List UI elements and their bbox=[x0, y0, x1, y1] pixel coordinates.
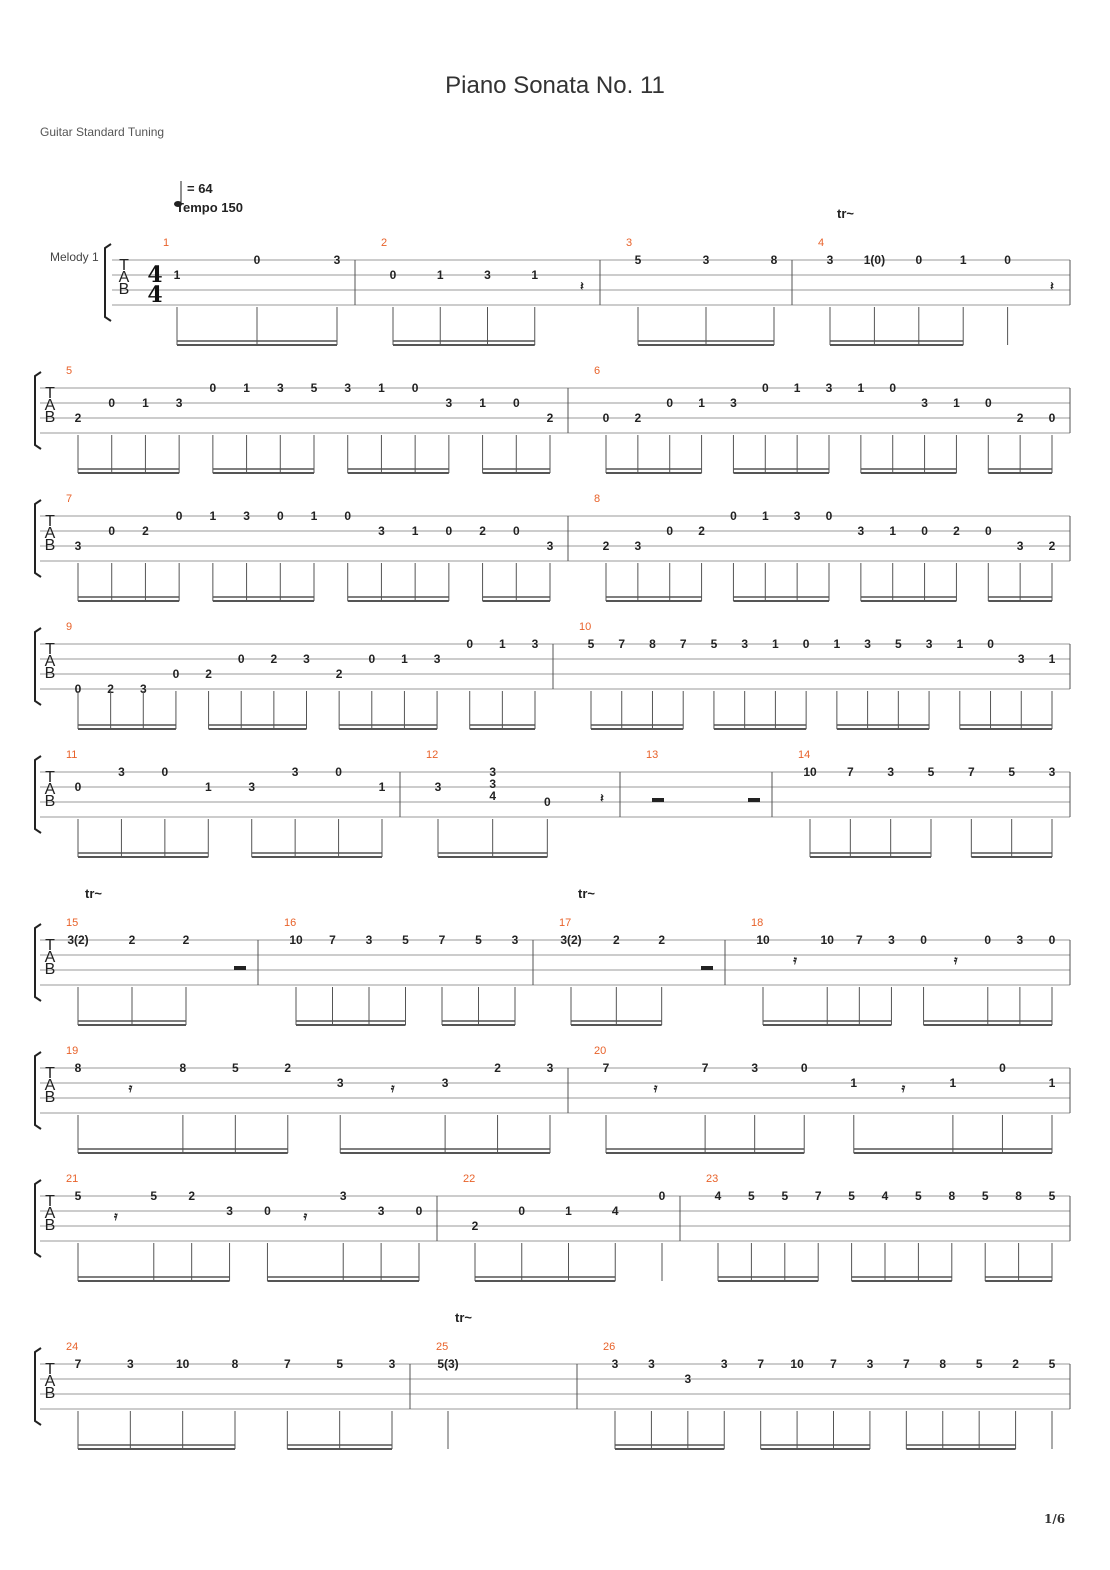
fret-number: 5 bbox=[310, 381, 318, 395]
fret-number: 0 bbox=[921, 524, 928, 538]
measure-number: 26 bbox=[603, 1341, 616, 1353]
fret-number: 3 bbox=[243, 509, 250, 523]
measure-number: 23 bbox=[706, 1173, 719, 1185]
fret-number: 3 bbox=[546, 1061, 554, 1075]
tab-clef-letter: T bbox=[45, 641, 55, 658]
sixteenth-rest: 𝄿 bbox=[953, 953, 958, 967]
fret-number: 4 bbox=[489, 789, 497, 803]
tab-clef-letter: A bbox=[44, 781, 56, 798]
fret-number: 2 bbox=[546, 411, 554, 425]
fret-number: 0 bbox=[602, 411, 610, 425]
fret-number: 3(2) bbox=[560, 933, 582, 947]
fret-number: 3 bbox=[226, 1204, 233, 1218]
fret-number: 1 bbox=[565, 1204, 572, 1218]
fret-number: 4 bbox=[881, 1189, 889, 1203]
measure-number: 7 bbox=[66, 493, 73, 505]
fret-number: 8 bbox=[770, 253, 778, 267]
fret-number: 7 bbox=[618, 637, 626, 651]
trill-marking: tr~ bbox=[455, 1310, 472, 1325]
measure-number: 16 bbox=[284, 917, 297, 929]
fret-number: 2 bbox=[471, 1219, 479, 1233]
sixteenth-rest: 𝄿 bbox=[128, 1081, 133, 1095]
fret-number: 1 bbox=[833, 637, 841, 651]
fret-number: 7 bbox=[701, 1061, 709, 1075]
fret-number: 2 bbox=[335, 667, 343, 681]
fret-number: 5 bbox=[848, 1189, 855, 1203]
fret-number: 3 bbox=[866, 1357, 874, 1371]
measure-number: 6 bbox=[594, 365, 601, 377]
fret-number: 8 bbox=[74, 1061, 82, 1075]
fret-number: 1 bbox=[949, 1076, 957, 1090]
tab-clef-letter: B bbox=[44, 793, 56, 810]
fret-number: 8 bbox=[1015, 1189, 1022, 1203]
fret-number: 2 bbox=[128, 933, 136, 947]
fret-number: 3 bbox=[857, 524, 865, 538]
fret-number: 0 bbox=[237, 652, 245, 666]
fret-number: 3 bbox=[634, 539, 642, 553]
quarter-rest: 𝄽 bbox=[580, 279, 584, 293]
fret-number: 5 bbox=[1048, 1189, 1056, 1203]
time-signature-bottom: 4 bbox=[147, 282, 163, 308]
fret-number: 10 bbox=[790, 1357, 804, 1371]
fret-number: 7 bbox=[830, 1357, 837, 1371]
fret-number: 7 bbox=[283, 1357, 291, 1371]
fret-number: 0 bbox=[1048, 411, 1056, 425]
sixteenth-rest: 𝄿 bbox=[303, 1209, 308, 1223]
fret-number: 0 bbox=[175, 509, 183, 523]
fret-number: 3 bbox=[511, 933, 519, 947]
fret-number: 3 bbox=[741, 637, 749, 651]
fret-number: 8 bbox=[649, 637, 656, 651]
tab-clef-letter: T bbox=[119, 257, 129, 274]
fret-number: 5 bbox=[336, 1357, 344, 1371]
measure-number: 10 bbox=[579, 621, 592, 633]
fret-number: 0 bbox=[172, 667, 180, 681]
fret-number: 5(3) bbox=[437, 1357, 459, 1371]
fret-number: 5 bbox=[587, 637, 595, 651]
fret-number: 2 bbox=[698, 524, 705, 538]
sixteenth-rest: 𝄿 bbox=[114, 1209, 118, 1223]
system-bracket bbox=[35, 628, 41, 705]
fret-number: 7 bbox=[757, 1357, 765, 1371]
fret-number: 0 bbox=[253, 253, 261, 267]
tab-clef-letter: A bbox=[44, 1205, 56, 1222]
fret-number: 0 bbox=[984, 524, 992, 538]
fret-number: 3 bbox=[684, 1372, 692, 1386]
measure-number: 4 bbox=[818, 237, 825, 249]
fret-number: 1 bbox=[436, 268, 444, 282]
fret-number: 3 bbox=[611, 1357, 619, 1371]
fret-number: 0 bbox=[1048, 933, 1056, 947]
tab-clef-letter: A bbox=[44, 525, 56, 542]
fret-number: 1 bbox=[889, 524, 897, 538]
system-bracket bbox=[35, 1180, 41, 1257]
tab-clef-letter: T bbox=[45, 513, 55, 530]
half-rest bbox=[652, 798, 664, 802]
fret-number: 1 bbox=[378, 780, 386, 794]
tab-clef-letter: T bbox=[45, 1065, 55, 1082]
fret-number: 3 bbox=[1016, 933, 1024, 947]
fret-number: 3 bbox=[1048, 765, 1056, 779]
fret-number: 3 bbox=[720, 1357, 728, 1371]
fret-number: 3 bbox=[531, 637, 539, 651]
tab-clef-letter: A bbox=[44, 1373, 56, 1390]
measure-number: 21 bbox=[66, 1173, 79, 1185]
fret-number: 0 bbox=[74, 682, 82, 696]
fret-number: 2 bbox=[74, 411, 82, 425]
fret-number: 0 bbox=[802, 637, 810, 651]
fret-number: 1 bbox=[479, 396, 486, 410]
fret-number: 1 bbox=[793, 381, 801, 395]
tab-clef-letter: A bbox=[44, 1077, 56, 1094]
fret-number: 3 bbox=[648, 1357, 655, 1371]
fret-number: 3 bbox=[484, 268, 491, 282]
fret-number: 0 bbox=[999, 1061, 1006, 1075]
fret-number: 3 bbox=[291, 765, 299, 779]
measure-number: 5 bbox=[66, 365, 73, 377]
fret-number: 3 bbox=[336, 1076, 344, 1090]
fret-number: 1 bbox=[209, 509, 217, 523]
fret-number: 0 bbox=[512, 396, 520, 410]
fret-number: 2 bbox=[188, 1189, 196, 1203]
fret-number: 3 bbox=[126, 1357, 134, 1371]
trill-marking: tr~ bbox=[837, 206, 854, 221]
sixteenth-rest: 𝄿 bbox=[390, 1081, 395, 1095]
tab-clef-letter: B bbox=[44, 961, 56, 978]
measure-number: 22 bbox=[463, 1173, 476, 1185]
trill-marking: tr~ bbox=[578, 886, 595, 901]
fret-number: 0 bbox=[984, 933, 992, 947]
fret-number: 0 bbox=[209, 381, 217, 395]
fret-number: 5 bbox=[231, 1061, 239, 1075]
fret-number: 5 bbox=[1048, 1357, 1056, 1371]
measure-number: 3 bbox=[626, 237, 633, 249]
fret-number: 2 bbox=[182, 933, 190, 947]
fret-number: 2 bbox=[107, 682, 114, 696]
fret-number: 7 bbox=[902, 1357, 910, 1371]
fret-number: 7 bbox=[329, 933, 336, 947]
fret-number: 3 bbox=[433, 652, 441, 666]
fret-number: 0 bbox=[108, 524, 116, 538]
tab-clef-letter: B bbox=[44, 409, 56, 426]
fret-number: 3 bbox=[175, 396, 183, 410]
measure-number: 18 bbox=[751, 917, 764, 929]
fret-number: 7 bbox=[602, 1061, 610, 1075]
fret-number: 3 bbox=[1017, 652, 1025, 666]
fret-number: 1 bbox=[173, 268, 181, 282]
fret-number: 5 bbox=[150, 1189, 158, 1203]
fret-number: 7 bbox=[74, 1357, 82, 1371]
fret-number: 4 bbox=[611, 1204, 619, 1218]
fret-number: 2 bbox=[205, 667, 212, 681]
fret-number: 0 bbox=[730, 509, 737, 523]
fret-number: 0 bbox=[800, 1061, 808, 1075]
tab-clef-letter: T bbox=[45, 769, 55, 786]
half-rest bbox=[234, 966, 246, 970]
fret-number: 0 bbox=[987, 637, 994, 651]
fret-number: 3 bbox=[248, 780, 256, 794]
fret-number: 1 bbox=[953, 396, 960, 410]
fret-number: 7 bbox=[438, 933, 446, 947]
fret-number: 2 bbox=[479, 524, 486, 538]
fret-number: 3 bbox=[793, 509, 801, 523]
fret-number: 5 bbox=[915, 1189, 922, 1203]
tab-clef-letter: T bbox=[45, 385, 55, 402]
fret-number: 1 bbox=[1048, 652, 1056, 666]
fret-number: 0 bbox=[984, 396, 992, 410]
fret-number: 1 bbox=[772, 637, 779, 651]
system-bracket bbox=[35, 500, 41, 577]
tab-clef-letter: B bbox=[44, 1217, 56, 1234]
fret-number: 5 bbox=[475, 933, 482, 947]
measure-number: 25 bbox=[436, 1341, 449, 1353]
tab-clef-letter: B bbox=[118, 281, 130, 298]
system-bracket bbox=[35, 1052, 41, 1129]
fret-number: 3 bbox=[730, 396, 737, 410]
measure-number: 8 bbox=[594, 493, 601, 505]
fret-number: 0 bbox=[108, 396, 116, 410]
fret-number: 2 bbox=[270, 652, 278, 666]
measure-number: 9 bbox=[66, 621, 73, 633]
fret-number: 0 bbox=[389, 268, 397, 282]
sixteenth-rest: 𝄿 bbox=[793, 953, 797, 967]
tab-clef-letter: T bbox=[45, 937, 55, 954]
fret-number: 0 bbox=[915, 253, 923, 267]
fret-number: 1 bbox=[959, 253, 967, 267]
fret-number: 1 bbox=[531, 268, 539, 282]
fret-number: 0 bbox=[658, 1189, 666, 1203]
fret-number: 1(0) bbox=[863, 253, 886, 267]
measure-number: 14 bbox=[798, 749, 811, 761]
fret-number: 3 bbox=[441, 1076, 449, 1090]
fret-number: 0 bbox=[411, 381, 419, 395]
fret-number: 7 bbox=[814, 1189, 822, 1203]
fret-number: 3 bbox=[377, 1204, 385, 1218]
fret-number: 5 bbox=[748, 1189, 755, 1203]
page-number: 1/6 bbox=[1044, 1512, 1066, 1526]
fret-number: 0 bbox=[543, 795, 551, 809]
system-bracket bbox=[35, 372, 41, 449]
fret-number: 3 bbox=[864, 637, 871, 651]
fret-number: 0 bbox=[276, 509, 284, 523]
fret-number: 1 bbox=[243, 381, 250, 395]
tempo-value: = 64 bbox=[187, 181, 213, 196]
fret-number: 0 bbox=[415, 1204, 423, 1218]
sixteenth-rest: 𝄿 bbox=[901, 1081, 906, 1095]
fret-number: 5 bbox=[781, 1189, 789, 1203]
tab-clef-letter: B bbox=[44, 665, 56, 682]
fret-number: 2 bbox=[1016, 411, 1024, 425]
fret-number: 4 bbox=[714, 1189, 722, 1203]
fret-number: 0 bbox=[666, 524, 674, 538]
fret-number: 3 bbox=[378, 524, 385, 538]
measure-number: 20 bbox=[594, 1045, 607, 1057]
fret-number: 3 bbox=[445, 396, 453, 410]
fret-number: 8 bbox=[948, 1189, 956, 1203]
fret-number: 1 bbox=[310, 509, 318, 523]
fret-number: 3 bbox=[276, 381, 284, 395]
fret-number: 2 bbox=[494, 1061, 501, 1075]
fret-number: 1 bbox=[378, 381, 385, 395]
fret-number: 7 bbox=[846, 765, 854, 779]
fret-number: 5 bbox=[634, 253, 642, 267]
fret-number: 2 bbox=[142, 524, 149, 538]
fret-number: 0 bbox=[518, 1204, 526, 1218]
fret-number: 3 bbox=[339, 1189, 347, 1203]
fret-number: 2 bbox=[658, 933, 666, 947]
measure-number: 17 bbox=[559, 917, 572, 929]
fret-number: 0 bbox=[264, 1204, 271, 1218]
fret-number: 0 bbox=[889, 381, 897, 395]
fret-number: 3 bbox=[434, 780, 442, 794]
tab-clef-letter: B bbox=[44, 1089, 56, 1106]
quarter-rest: 𝄽 bbox=[1050, 279, 1054, 293]
fret-number: 3 bbox=[118, 765, 125, 779]
fret-number: 8 bbox=[179, 1061, 187, 1075]
fret-number: 3 bbox=[1016, 539, 1024, 553]
fret-number: 3 bbox=[388, 1357, 396, 1371]
fret-number: 0 bbox=[335, 765, 342, 779]
fret-number: 1 bbox=[698, 396, 705, 410]
track-label: Melody 1 bbox=[50, 250, 99, 264]
fret-number: 0 bbox=[666, 396, 674, 410]
fret-number: 3 bbox=[139, 682, 147, 696]
fret-number: 0 bbox=[1004, 253, 1011, 267]
fret-number: 10 bbox=[289, 933, 303, 947]
fret-number: 8 bbox=[939, 1357, 947, 1371]
fret-number: 1 bbox=[142, 396, 149, 410]
fret-number: 0 bbox=[161, 765, 169, 779]
measure-number: 1 bbox=[163, 237, 170, 249]
tab-clef-letter: B bbox=[44, 1385, 56, 1402]
fret-number: 3 bbox=[887, 765, 895, 779]
system-bracket bbox=[35, 756, 41, 833]
score-title: Piano Sonata No. 11 bbox=[445, 72, 665, 99]
fret-number: 1 bbox=[1048, 1076, 1056, 1090]
fret-number: 3 bbox=[702, 253, 710, 267]
tab-clef-letter: A bbox=[118, 269, 130, 286]
fret-number: 3 bbox=[333, 253, 341, 267]
fret-number: 5 bbox=[981, 1189, 989, 1203]
fret-number: 5 bbox=[927, 765, 935, 779]
fret-number: 3 bbox=[365, 933, 373, 947]
measure-number: 24 bbox=[66, 1341, 79, 1353]
fret-number: 0 bbox=[466, 637, 474, 651]
fret-number: 0 bbox=[512, 524, 520, 538]
fret-number: 1 bbox=[761, 509, 769, 523]
measure-number: 11 bbox=[66, 749, 78, 761]
fret-number: 2 bbox=[612, 933, 620, 947]
system-bracket bbox=[35, 924, 41, 1001]
fret-number: 10 bbox=[175, 1357, 190, 1371]
measure-number: 19 bbox=[66, 1045, 79, 1057]
tab-clef-letter: A bbox=[44, 397, 56, 414]
fret-number: 0 bbox=[445, 524, 453, 538]
fret-number: 2 bbox=[953, 524, 960, 538]
fret-number: 10 bbox=[803, 765, 817, 779]
fret-number: 3 bbox=[888, 933, 895, 947]
fret-number: 7 bbox=[855, 933, 863, 947]
measure-number: 2 bbox=[381, 237, 388, 249]
fret-number: 10 bbox=[820, 933, 834, 947]
fret-number: 0 bbox=[74, 780, 82, 794]
fret-number: 3(2) bbox=[67, 933, 89, 947]
fret-number: 3 bbox=[751, 1061, 759, 1075]
fret-number: 2 bbox=[634, 411, 642, 425]
system-bracket bbox=[105, 244, 111, 321]
fret-number: 3 bbox=[826, 253, 834, 267]
fret-number: 0 bbox=[344, 509, 352, 523]
measure-number: 12 bbox=[426, 749, 439, 761]
fret-number: 5 bbox=[74, 1189, 82, 1203]
tab-clef-letter: A bbox=[44, 653, 56, 670]
tab-clef-letter: B bbox=[44, 537, 56, 554]
fret-number: 1 bbox=[204, 780, 212, 794]
fret-number: 2 bbox=[1048, 539, 1056, 553]
fret-number: 0 bbox=[920, 933, 927, 947]
fret-number: 5 bbox=[894, 637, 902, 651]
tempo-label: Tempo 150 bbox=[176, 200, 243, 215]
fret-number: 7 bbox=[967, 765, 975, 779]
fret-number: 3 bbox=[489, 765, 497, 779]
fret-number: 1 bbox=[401, 652, 408, 666]
fret-number: 3 bbox=[344, 381, 352, 395]
tuning-label: Guitar Standard Tuning bbox=[40, 125, 165, 139]
trill-marking: tr~ bbox=[85, 886, 102, 901]
fret-number: 2 bbox=[284, 1061, 292, 1075]
fret-number: 5 bbox=[975, 1357, 983, 1371]
fret-number: 10 bbox=[756, 933, 770, 947]
fret-number: 1 bbox=[857, 381, 865, 395]
half-rest bbox=[701, 966, 713, 970]
fret-number: 3 bbox=[303, 652, 310, 666]
tab-clef-letter: T bbox=[45, 1193, 55, 1210]
fret-number: 0 bbox=[825, 509, 833, 523]
fret-number: 5 bbox=[1008, 765, 1016, 779]
measure-number: 13 bbox=[646, 749, 659, 761]
fret-number: 2 bbox=[1012, 1357, 1019, 1371]
fret-number: 2 bbox=[602, 539, 610, 553]
tab-clef-letter: A bbox=[44, 949, 56, 966]
fret-number: 8 bbox=[231, 1357, 239, 1371]
system-bracket bbox=[35, 1348, 41, 1425]
fret-number: 1 bbox=[956, 637, 964, 651]
fret-number: 3 bbox=[546, 539, 554, 553]
measure-number: 15 bbox=[66, 917, 79, 929]
time-signature-top: 4 bbox=[147, 262, 163, 288]
fret-number: 0 bbox=[368, 652, 376, 666]
fret-number: 0 bbox=[761, 381, 769, 395]
quarter-rest: 𝄽 bbox=[600, 791, 604, 805]
fret-number: 3 bbox=[74, 539, 82, 553]
fret-number: 1 bbox=[499, 637, 506, 651]
fret-number: 3 bbox=[489, 777, 497, 791]
fret-number: 3 bbox=[921, 396, 928, 410]
fret-number: 5 bbox=[402, 933, 409, 947]
fret-number: 3 bbox=[825, 381, 833, 395]
sixteenth-rest: 𝄿 bbox=[653, 1081, 658, 1095]
fret-number: 1 bbox=[850, 1076, 858, 1090]
half-rest bbox=[748, 798, 760, 802]
fret-number: 3 bbox=[925, 637, 933, 651]
fret-number: 7 bbox=[679, 637, 687, 651]
tab-clef-letter: T bbox=[45, 1361, 55, 1378]
fret-number: 1 bbox=[411, 524, 419, 538]
fret-number: 5 bbox=[710, 637, 718, 651]
